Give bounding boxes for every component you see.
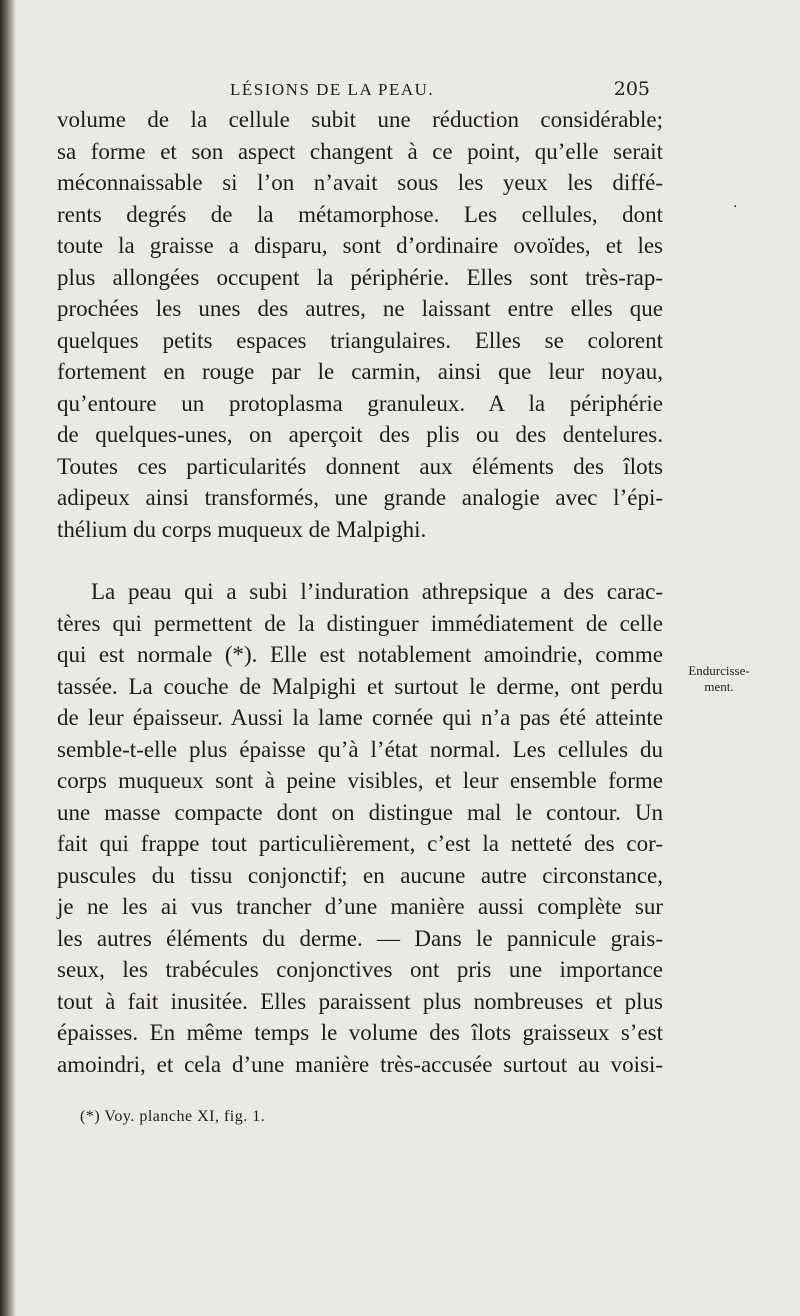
running-title: LÉSIONS DE LA PEAU. bbox=[230, 80, 435, 99]
text-line: amoindri, et cela d’une manière très-accusée surtout au voisi- bbox=[57, 1051, 663, 1077]
margin-note-line: Endurcisse- bbox=[688, 663, 750, 678]
text-line: qu’entoure un protoplasma granuleux. A la périphérie bbox=[57, 390, 663, 416]
footnote: (*) Voy. planche XI, fig. 1. bbox=[80, 1108, 266, 1125]
text-line: épaisses. En même temps le volume des îlots graisseux s’est bbox=[57, 1020, 663, 1045]
margin-mark: . bbox=[733, 195, 738, 211]
text-line: plus allongées occupent la périphérie. Elles sont très-rap- bbox=[57, 264, 663, 290]
text-line: tassée. La couche de Malpighi et surtout le derme, ont perdu bbox=[57, 673, 663, 699]
text-line: semble-t-elle plus épaisse qu’à l’état normal. Les cellules du bbox=[57, 736, 663, 762]
text-line: qui est normale (*). Elle est notablement amoindrie, comme bbox=[57, 642, 663, 667]
text-line: tères qui permettent de la distinguer immédiatement de celle bbox=[57, 610, 663, 636]
text-line: thélium du corps muqueux de Malpighi. bbox=[57, 516, 427, 542]
text-line: Toutes ces particularités donnent aux éléments des îlots bbox=[57, 453, 663, 479]
text-line: de leur épaisseur. Aussi la lame cornée qui n’a pas été atteinte bbox=[57, 705, 663, 730]
text-line: adipeux ainsi transformés, une grande analogie avec l’épi- bbox=[57, 485, 663, 510]
text-line: volume de la cellule subit une réduction considérable; bbox=[57, 107, 663, 132]
text-line: puscules du tissu conjonctif; en aucune autre circonstance, bbox=[57, 862, 663, 888]
margin-note bbox=[679, 663, 759, 695]
text-line: sa forme et son aspect changent à ce point, qu’elle serait bbox=[57, 138, 663, 164]
text-line: tout à fait inusitée. Elles paraissent plus nombreuses et plus bbox=[57, 988, 663, 1014]
text-line: les autres éléments du derme. — Dans le pannicule grais- bbox=[57, 925, 663, 951]
text-line: de quelques-unes, on aperçoit des plis ou des dentelures. bbox=[57, 422, 663, 447]
text-line: je ne les ai vus trancher d’une manière aussi complète sur bbox=[57, 894, 663, 919]
text-line: fortement en rouge par le carmin, ainsi que leur noyau, bbox=[57, 359, 663, 384]
text-line: corps muqueux sont à peine visibles, et leur ensemble forme bbox=[57, 768, 663, 793]
text-line: prochées les unes des autres, ne laissant entre elles que bbox=[57, 296, 663, 321]
text-line: fait qui frappe tout particulièrement, c’est la netteté des cor- bbox=[57, 831, 663, 856]
text-line: quelques petits espaces triangulaires. Elles se colorent bbox=[57, 327, 663, 353]
text-line: toute la graisse a disparu, sont d’ordinaire ovoïdes, et les bbox=[57, 233, 663, 258]
page-number: 205 bbox=[613, 78, 650, 100]
body-text bbox=[57, 104, 663, 1080]
text-line: La peau qui a subi l’induration athrepsique a des carac- bbox=[91, 579, 663, 604]
text-line: méconnaissable si l’on n’avait sous les yeux les diffé- bbox=[57, 170, 663, 195]
margin-note-line: ment. bbox=[704, 679, 734, 694]
text-line: une masse compacte dont on distingue mal le contour. Un bbox=[57, 799, 663, 825]
text-line: seux, les trabécules conjonctives ont pris une importance bbox=[57, 957, 663, 982]
paragraph-2 bbox=[57, 576, 663, 1080]
paragraph-1 bbox=[57, 104, 663, 545]
text-line: rents degrés de la métamorphose. Les cellules, dont bbox=[57, 201, 663, 227]
